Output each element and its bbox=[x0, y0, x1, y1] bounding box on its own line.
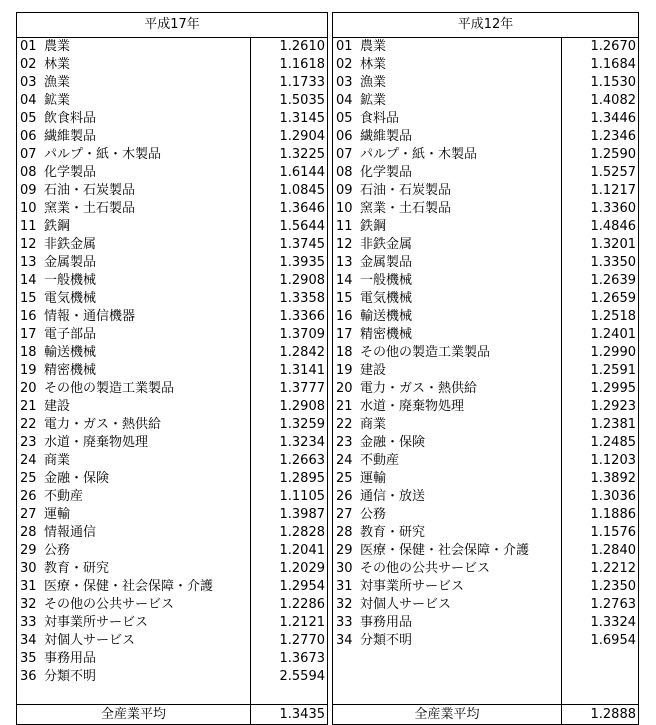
row-value: 1.5644 bbox=[279, 219, 325, 234]
row-code: 21 bbox=[336, 399, 353, 414]
left-footer-label: 全産業平均 bbox=[100, 707, 166, 722]
row-code: 29 bbox=[20, 543, 37, 558]
row-name: 林業 bbox=[44, 57, 71, 72]
row-name: 食料品 bbox=[360, 111, 400, 126]
row-code: 02 bbox=[336, 57, 353, 72]
left-table-title: 平成17年 bbox=[17, 13, 328, 38]
table-row bbox=[333, 218, 638, 236]
table-row bbox=[17, 272, 327, 290]
row-value: 1.5257 bbox=[590, 165, 636, 180]
row-code: 01 bbox=[336, 39, 353, 54]
row-code: 04 bbox=[336, 93, 353, 108]
left-footer-value: 1.3435 bbox=[250, 705, 327, 724]
row-name: 不動産 bbox=[360, 453, 400, 468]
row-name: 化学製品 bbox=[360, 165, 413, 180]
row-code: 19 bbox=[20, 363, 37, 378]
row-code: 31 bbox=[20, 579, 37, 594]
table-row bbox=[17, 182, 327, 200]
row-code: 34 bbox=[336, 633, 353, 648]
row-value: 1.2663 bbox=[279, 453, 325, 468]
row-value: 1.3446 bbox=[590, 111, 636, 126]
row-code: 03 bbox=[20, 75, 37, 90]
row-code: 14 bbox=[336, 273, 353, 288]
table-row bbox=[17, 578, 327, 596]
row-value: 1.2212 bbox=[590, 561, 636, 576]
table-row bbox=[333, 272, 638, 290]
row-name: 公務 bbox=[44, 543, 71, 558]
row-code: 01 bbox=[20, 39, 37, 54]
table-row bbox=[333, 632, 638, 650]
row-value: 1.3646 bbox=[279, 201, 325, 216]
table-row bbox=[17, 110, 327, 128]
row-value: 1.3360 bbox=[590, 201, 636, 216]
row-value: 1.1530 bbox=[590, 75, 636, 90]
table-row bbox=[333, 164, 638, 182]
row-name: 運輸 bbox=[360, 471, 387, 486]
row-code: 08 bbox=[336, 165, 353, 180]
row-name: その他の製造工業製品 bbox=[360, 345, 491, 360]
row-code: 18 bbox=[336, 345, 353, 360]
table-row bbox=[333, 74, 638, 92]
table-row bbox=[333, 578, 638, 596]
table-row bbox=[333, 488, 638, 506]
row-code: 12 bbox=[336, 237, 353, 252]
row-name: 飲食料品 bbox=[44, 111, 97, 126]
table-row bbox=[17, 362, 327, 380]
table-row bbox=[333, 560, 638, 578]
row-value: 1.2908 bbox=[279, 273, 325, 288]
row-value: 1.2518 bbox=[590, 309, 636, 324]
row-name: 教育・研究 bbox=[44, 561, 110, 576]
row-value: 1.2954 bbox=[279, 579, 325, 594]
row-name: 一般機械 bbox=[44, 273, 97, 288]
table-row bbox=[17, 470, 327, 488]
row-name: 事務用品 bbox=[44, 651, 97, 666]
row-name: その他の製造工業製品 bbox=[44, 381, 175, 396]
row-value: 1.2401 bbox=[590, 327, 636, 342]
row-name: 建設 bbox=[44, 399, 71, 414]
table-row bbox=[17, 56, 327, 74]
row-value: 1.2895 bbox=[279, 471, 325, 486]
row-value: 1.3201 bbox=[590, 237, 636, 252]
row-value: 1.2639 bbox=[590, 273, 636, 288]
row-code: 04 bbox=[20, 93, 37, 108]
right-table-body bbox=[333, 38, 639, 705]
row-name: 事務用品 bbox=[360, 615, 413, 630]
row-code: 13 bbox=[20, 255, 37, 270]
row-value: 1.3777 bbox=[279, 381, 325, 396]
row-value: 1.2770 bbox=[279, 633, 325, 648]
row-value: 1.2904 bbox=[279, 129, 325, 144]
table-row bbox=[17, 38, 327, 56]
row-value: 1.1576 bbox=[590, 525, 636, 540]
row-name: 繊維製品 bbox=[44, 129, 97, 144]
row-name: 石油・石炭製品 bbox=[360, 183, 452, 198]
row-value: 1.3358 bbox=[279, 291, 325, 306]
row-name: 輸送機械 bbox=[360, 309, 413, 324]
table-row bbox=[17, 218, 327, 236]
comparison-table bbox=[16, 12, 639, 725]
table-row bbox=[17, 254, 327, 272]
row-name: 通信・放送 bbox=[360, 489, 426, 504]
row-name: 一般機械 bbox=[360, 273, 413, 288]
row-name: 商業 bbox=[360, 417, 387, 432]
row-name: 電気機械 bbox=[360, 291, 413, 306]
right-footer-value: 1.2888 bbox=[561, 705, 638, 724]
row-name: 繊維製品 bbox=[360, 129, 413, 144]
row-code: 27 bbox=[336, 507, 353, 522]
table-row bbox=[17, 434, 327, 452]
table-row bbox=[333, 416, 638, 434]
table-row bbox=[333, 200, 638, 218]
table-row bbox=[17, 596, 327, 614]
row-value: 1.1618 bbox=[279, 57, 325, 72]
row-value: 1.3892 bbox=[590, 471, 636, 486]
row-value: 1.2908 bbox=[279, 399, 325, 414]
row-value: 1.3225 bbox=[279, 147, 325, 162]
table-row bbox=[333, 434, 638, 452]
row-code: 17 bbox=[20, 327, 37, 342]
row-name: 鉱業 bbox=[360, 93, 387, 108]
row-value: 1.5035 bbox=[279, 93, 325, 108]
row-name: 建設 bbox=[360, 363, 387, 378]
row-value: 1.3935 bbox=[279, 255, 325, 270]
table-row bbox=[17, 74, 327, 92]
row-name: 林業 bbox=[360, 57, 387, 72]
table-row bbox=[333, 236, 638, 254]
row-code: 08 bbox=[20, 165, 37, 180]
row-value: 1.3036 bbox=[590, 489, 636, 504]
row-code: 19 bbox=[336, 363, 353, 378]
table-row bbox=[17, 506, 327, 524]
row-code: 07 bbox=[20, 147, 37, 162]
row-value: 1.2346 bbox=[590, 129, 636, 144]
table-row bbox=[333, 398, 638, 416]
row-code: 22 bbox=[336, 417, 353, 432]
row-code: 02 bbox=[20, 57, 37, 72]
row-value: 1.2029 bbox=[279, 561, 325, 576]
row-value: 1.2350 bbox=[590, 579, 636, 594]
table-row bbox=[17, 236, 327, 254]
row-code: 06 bbox=[336, 129, 353, 144]
table-row bbox=[333, 344, 638, 362]
row-name: 窯業・土石製品 bbox=[44, 201, 136, 216]
row-code: 24 bbox=[20, 453, 37, 468]
table-row bbox=[333, 110, 638, 128]
row-value: 1.1684 bbox=[590, 57, 636, 72]
table-row bbox=[333, 524, 638, 542]
row-code: 28 bbox=[336, 525, 353, 540]
table-row bbox=[17, 308, 327, 326]
row-value: 1.2591 bbox=[590, 363, 636, 378]
row-name: 不動産 bbox=[44, 489, 84, 504]
row-value: 1.2842 bbox=[279, 345, 325, 360]
row-value: 1.2485 bbox=[590, 435, 636, 450]
table-row bbox=[17, 524, 327, 542]
row-name: 対事業所サービス bbox=[360, 579, 465, 594]
row-code: 13 bbox=[336, 255, 353, 270]
row-name: 電子部品 bbox=[44, 327, 97, 342]
table-row bbox=[333, 308, 638, 326]
row-name: 非鉄金属 bbox=[44, 237, 97, 252]
table-row bbox=[333, 542, 638, 560]
table-row bbox=[17, 632, 327, 650]
row-name: 対個人サービス bbox=[360, 597, 452, 612]
table-row bbox=[333, 38, 638, 56]
row-name: 教育・研究 bbox=[360, 525, 426, 540]
table-row bbox=[17, 200, 327, 218]
row-code: 30 bbox=[336, 561, 353, 576]
table-row bbox=[17, 452, 327, 470]
row-name: 金属製品 bbox=[44, 255, 97, 270]
row-value: 1.2923 bbox=[590, 399, 636, 414]
row-name: 分類不明 bbox=[360, 633, 413, 648]
table-row bbox=[17, 380, 327, 398]
row-name: 金融・保険 bbox=[44, 471, 110, 486]
row-value: 1.2840 bbox=[590, 543, 636, 558]
row-value: 1.2381 bbox=[590, 417, 636, 432]
row-code: 22 bbox=[20, 417, 37, 432]
row-name: 漁業 bbox=[44, 75, 71, 90]
row-name: 電力・ガス・熱供給 bbox=[360, 381, 478, 396]
table-row bbox=[17, 326, 327, 344]
row-value: 1.1105 bbox=[279, 489, 325, 504]
row-name: 運輸 bbox=[44, 507, 71, 522]
row-value: 1.6954 bbox=[590, 633, 636, 648]
row-value: 1.4846 bbox=[590, 219, 636, 234]
row-name: 金属製品 bbox=[360, 255, 413, 270]
table-row bbox=[333, 596, 638, 614]
row-code: 17 bbox=[336, 327, 353, 342]
row-code: 30 bbox=[20, 561, 37, 576]
row-value: 1.2990 bbox=[590, 345, 636, 360]
row-code: 16 bbox=[336, 309, 353, 324]
row-code: 26 bbox=[20, 489, 37, 504]
row-name: 精密機械 bbox=[360, 327, 413, 342]
row-code: 23 bbox=[336, 435, 353, 450]
row-name: 水道・廃棄物処理 bbox=[360, 399, 465, 414]
row-value: 1.1217 bbox=[590, 183, 636, 198]
row-name: 化学製品 bbox=[44, 165, 97, 180]
row-value: 1.1203 bbox=[590, 453, 636, 468]
table-row bbox=[333, 92, 638, 110]
row-name: 公務 bbox=[360, 507, 387, 522]
row-value: 1.3987 bbox=[279, 507, 325, 522]
tables-container bbox=[16, 12, 639, 725]
row-code: 32 bbox=[20, 597, 37, 612]
table-row bbox=[333, 362, 638, 380]
row-code: 06 bbox=[20, 129, 37, 144]
row-name: 水道・廃棄物処理 bbox=[44, 435, 149, 450]
table-row bbox=[17, 164, 327, 182]
row-name: 鉱業 bbox=[44, 93, 71, 108]
row-code: 33 bbox=[336, 615, 353, 630]
row-name: 鉄鋼 bbox=[44, 219, 71, 234]
table-row bbox=[333, 146, 638, 164]
row-code: 09 bbox=[336, 183, 353, 198]
row-code: 14 bbox=[20, 273, 37, 288]
row-value: 1.2041 bbox=[279, 543, 325, 558]
row-code: 05 bbox=[20, 111, 37, 126]
row-name: 農業 bbox=[44, 39, 71, 54]
row-value: 1.1886 bbox=[590, 507, 636, 522]
row-code: 18 bbox=[20, 345, 37, 360]
row-name: 対個人サービス bbox=[44, 633, 136, 648]
row-code: 10 bbox=[336, 201, 353, 216]
row-code: 09 bbox=[20, 183, 37, 198]
row-name: 漁業 bbox=[360, 75, 387, 90]
row-name: 対事業所サービス bbox=[44, 615, 149, 630]
right-table-title: 平成12年 bbox=[333, 13, 639, 38]
table-row bbox=[333, 182, 638, 200]
table-row bbox=[333, 452, 638, 470]
table-row bbox=[17, 560, 327, 578]
table-row bbox=[17, 146, 327, 164]
row-code: 03 bbox=[336, 75, 353, 90]
table-row bbox=[17, 92, 327, 110]
row-code: 20 bbox=[20, 381, 37, 396]
row-code: 29 bbox=[336, 543, 353, 558]
right-rows bbox=[333, 38, 638, 704]
row-code: 05 bbox=[336, 111, 353, 126]
row-value: 1.3234 bbox=[279, 435, 325, 450]
row-value: 1.2670 bbox=[590, 39, 636, 54]
row-value: 1.3145 bbox=[279, 111, 325, 126]
row-code: 27 bbox=[20, 507, 37, 522]
row-value: 1.2286 bbox=[279, 597, 325, 612]
row-value: 1.3366 bbox=[279, 309, 325, 324]
table-row bbox=[17, 488, 327, 506]
row-value: 1.1733 bbox=[279, 75, 325, 90]
row-code: 10 bbox=[20, 201, 37, 216]
row-name: 医療・保健・社会保障・介護 bbox=[44, 579, 214, 594]
row-code: 25 bbox=[20, 471, 37, 486]
row-name: その他の公共サービス bbox=[360, 561, 491, 576]
row-name: その他の公共サービス bbox=[44, 597, 175, 612]
table-row bbox=[17, 542, 327, 560]
row-code: 35 bbox=[20, 651, 37, 666]
table-row bbox=[333, 254, 638, 272]
row-code: 32 bbox=[336, 597, 353, 612]
row-name: 農業 bbox=[360, 39, 387, 54]
row-code: 12 bbox=[20, 237, 37, 252]
row-name: 窯業・土石製品 bbox=[360, 201, 452, 216]
row-code: 28 bbox=[20, 525, 37, 540]
right-footer-label: 全産業平均 bbox=[414, 707, 480, 722]
table-row bbox=[17, 290, 327, 308]
table-row bbox=[333, 56, 638, 74]
row-value: 1.2590 bbox=[590, 147, 636, 162]
left-rows bbox=[17, 38, 327, 704]
row-value: 1.3324 bbox=[590, 615, 636, 630]
row-code: 15 bbox=[20, 291, 37, 306]
row-value: 1.2121 bbox=[279, 615, 325, 630]
row-code: 23 bbox=[20, 435, 37, 450]
table-row bbox=[333, 326, 638, 344]
left-table-body bbox=[17, 38, 328, 705]
row-code: 20 bbox=[336, 381, 353, 396]
row-code: 25 bbox=[336, 471, 353, 486]
row-value: 1.2763 bbox=[590, 597, 636, 612]
row-value: 1.0845 bbox=[279, 183, 325, 198]
row-value: 1.3673 bbox=[279, 651, 325, 666]
row-code: 26 bbox=[336, 489, 353, 504]
row-value: 1.4082 bbox=[590, 93, 636, 108]
table-row bbox=[333, 614, 638, 632]
row-name: 鉄鋼 bbox=[360, 219, 387, 234]
row-name: 石油・石炭製品 bbox=[44, 183, 136, 198]
table-row bbox=[17, 416, 327, 434]
table-row bbox=[333, 290, 638, 308]
table-row bbox=[333, 128, 638, 146]
table-row bbox=[17, 128, 327, 146]
row-code: 07 bbox=[336, 147, 353, 162]
row-value: 1.3141 bbox=[279, 363, 325, 378]
row-code: 31 bbox=[336, 579, 353, 594]
table-row bbox=[17, 614, 327, 632]
row-name: 情報・通信機器 bbox=[44, 309, 136, 324]
row-code: 11 bbox=[20, 219, 37, 234]
row-name: 情報通信 bbox=[44, 525, 97, 540]
row-name: 輸送機械 bbox=[44, 345, 97, 360]
row-value: 1.3259 bbox=[279, 417, 325, 432]
row-code: 16 bbox=[20, 309, 37, 324]
row-code: 21 bbox=[20, 399, 37, 414]
table-row bbox=[333, 506, 638, 524]
row-value: 1.3709 bbox=[279, 327, 325, 342]
row-name: パルプ・紙・木製品 bbox=[44, 147, 162, 162]
row-value: 1.2828 bbox=[279, 525, 325, 540]
table-row bbox=[17, 668, 327, 686]
row-value: 1.6144 bbox=[279, 165, 325, 180]
row-name: 商業 bbox=[44, 453, 71, 468]
table-row bbox=[333, 470, 638, 488]
row-code: 11 bbox=[336, 219, 353, 234]
row-value: 2.5594 bbox=[279, 669, 325, 684]
table-row bbox=[333, 380, 638, 398]
table-row bbox=[17, 398, 327, 416]
row-name: 非鉄金属 bbox=[360, 237, 413, 252]
row-name: 分類不明 bbox=[44, 669, 97, 684]
row-code: 34 bbox=[20, 633, 37, 648]
row-value: 1.2659 bbox=[590, 291, 636, 306]
table-row bbox=[17, 650, 327, 668]
row-name: 電力・ガス・熱供給 bbox=[44, 417, 162, 432]
row-code: 24 bbox=[336, 453, 353, 468]
row-code: 15 bbox=[336, 291, 353, 306]
row-name: パルプ・紙・木製品 bbox=[360, 147, 478, 162]
row-name: 金融・保険 bbox=[360, 435, 426, 450]
row-name: 電気機械 bbox=[44, 291, 97, 306]
row-value: 1.3745 bbox=[279, 237, 325, 252]
row-code: 33 bbox=[20, 615, 37, 630]
row-name: 医療・保健・社会保障・介護 bbox=[360, 543, 530, 558]
row-name: 精密機械 bbox=[44, 363, 97, 378]
row-code: 36 bbox=[20, 669, 37, 684]
row-value: 1.3350 bbox=[590, 255, 636, 270]
row-value: 1.2610 bbox=[279, 39, 325, 54]
row-value: 1.2995 bbox=[590, 381, 636, 396]
table-row bbox=[17, 344, 327, 362]
